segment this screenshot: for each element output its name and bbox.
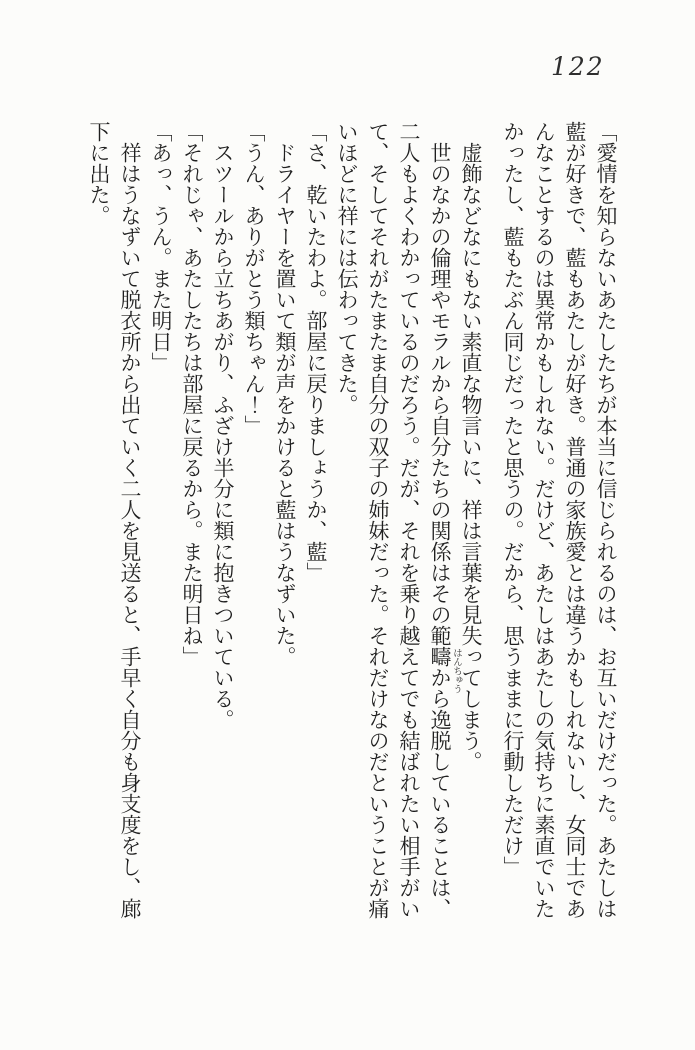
- paragraph: [207, 121, 238, 923]
- text-line: 下に出た。: [87, 121, 111, 226]
- text-line: 「うん、ありがとう類ちゃん！」: [242, 121, 266, 436]
- furigana: はんちゅう: [451, 648, 463, 693]
- text-line: スツールから立ちあがり、ふざけ半分に類に抱きついている。: [211, 142, 235, 730]
- text-line: 世のなかの倫理やモラルから自分たちの関係はその範疇 はんちゅう から逸脱していることは、: [428, 142, 463, 919]
- text-line: 祥はうなずいて脱衣所から出ていく二人を見送ると、手早く自分も身支度をし、廊: [118, 142, 142, 919]
- text-line: 「それじゃ、あたしたちは部屋に戻るから。また明日ね」: [180, 121, 204, 667]
- text-line: て、そしてそれがたまたま自分の双子の姉妹だった。それだけなのだということが痛: [366, 121, 390, 919]
- paragraph: [176, 121, 207, 923]
- text-block: [83, 121, 621, 923]
- text-line: 「さ、乾いたわよ。部屋に戻りましょうか、藍」: [304, 121, 328, 583]
- text-line: 「愛情を知らないあたしたちが本当に信じられるのは、お互いだけだった。あたしは: [594, 121, 618, 919]
- text-line: いほどに祥には伝わってきた。: [335, 121, 359, 415]
- text-line: 虚飾などなにもない素直な物言いに、祥は言葉を見失ってしまう。: [459, 142, 483, 772]
- paragraph: [83, 121, 145, 923]
- paragraph: [269, 121, 300, 923]
- page-number: 122: [551, 52, 605, 81]
- paragraph: [497, 121, 621, 923]
- ruby-base: 範疇 はんちゅう: [428, 625, 463, 693]
- paragraph: [455, 121, 486, 923]
- paragraph: [238, 121, 269, 923]
- text-line: かったし、藍もたぶん同じだったと思うの。だから、思うままに行動しただけ」: [501, 121, 525, 877]
- paragraph: [331, 121, 463, 923]
- paragraph: [145, 121, 176, 923]
- text-line: 二人もよくわかっているのだろう。だが、それを乗り越えてでも結ばれたい相手がい: [397, 121, 421, 919]
- text-line: んなことするのは異常かもしれない。だけど、あたしはあたしの気持ちに素直でいた: [532, 121, 556, 919]
- text-line: 藍が好きで、藍もあたしが好き。普通の家族愛とは違うかもしれないし、女同士であ: [563, 121, 587, 919]
- text-line: ドライヤーを置いて類が声をかけると藍はうなずいた。: [273, 142, 297, 667]
- paragraph: [300, 121, 331, 923]
- text-line: 「あっ、うん。また明日」: [149, 121, 173, 373]
